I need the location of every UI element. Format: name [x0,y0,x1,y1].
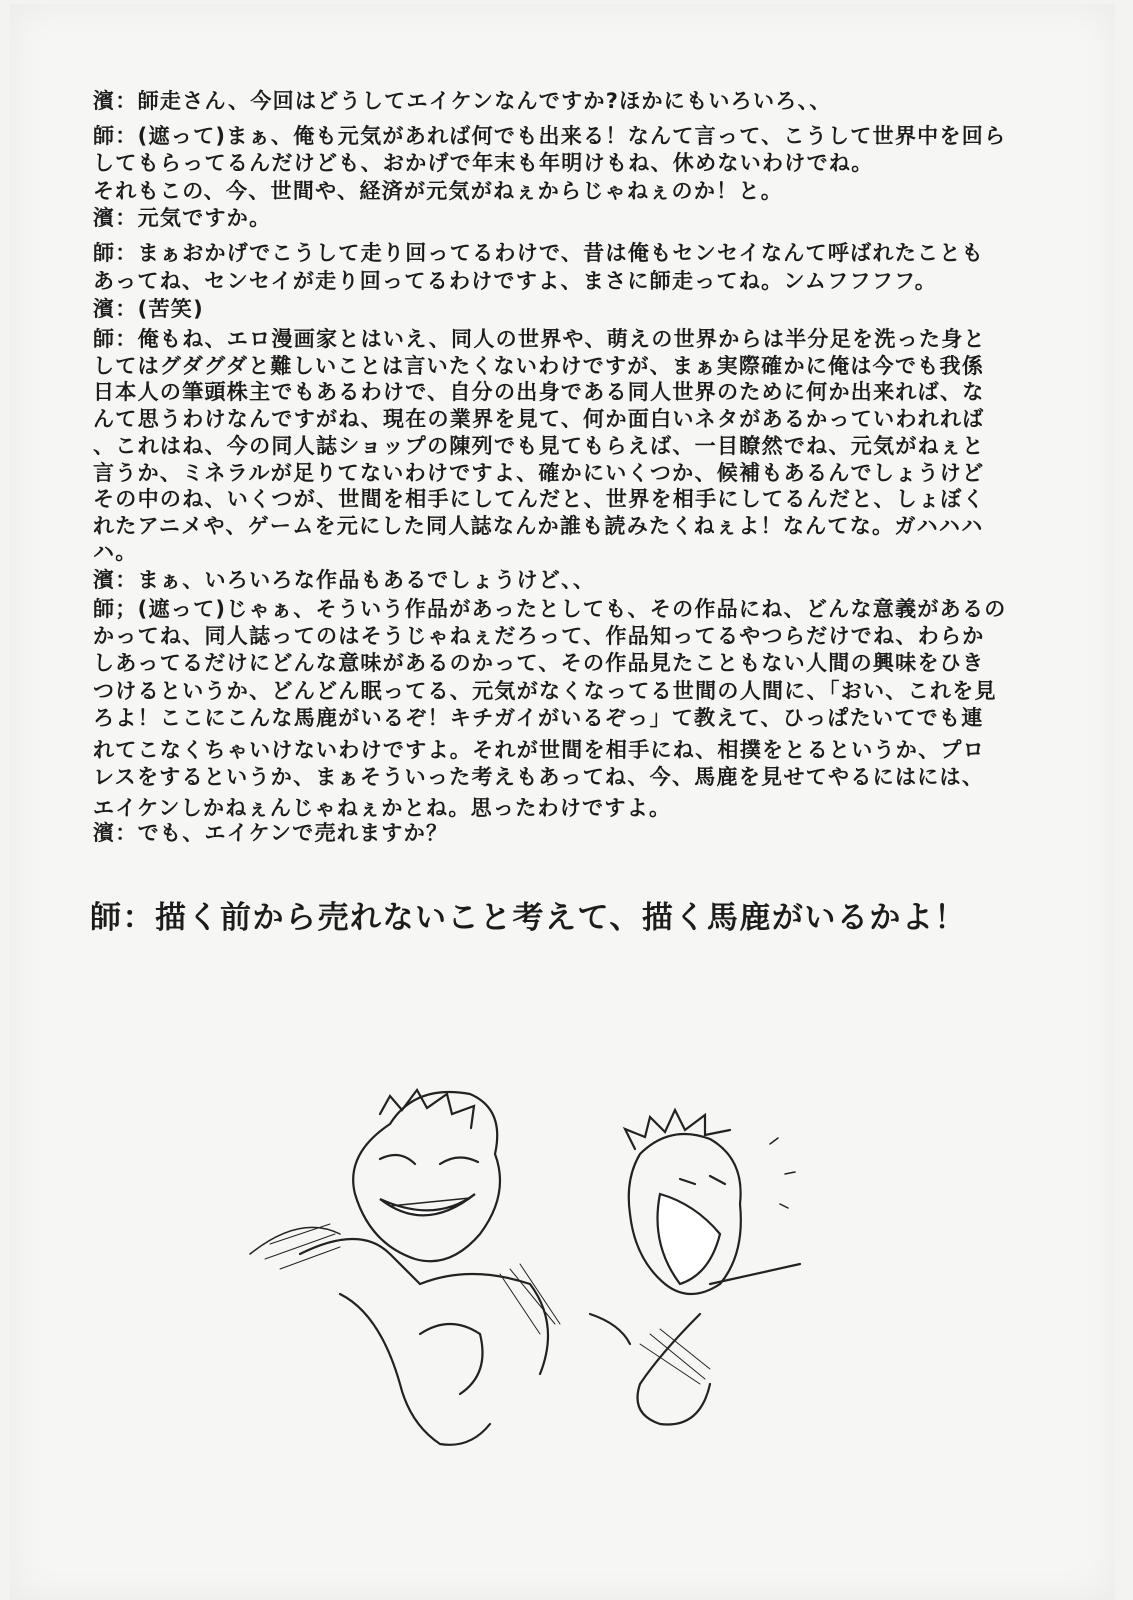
dialogue-line: れたアニメや、ゲームを元にした同人誌なんか誰も読みたくねぇよ！なんてな。ガハハハ [93,514,984,538]
dialogue-line: んて思うわけなんですがね、現在の業界を見て、何か面白いネタがあるかっていわれれば [93,407,985,431]
dialogue-line: 濱：師走さん、今回はどうしてエイケンなんですか?ほかにもいろいろ、、 [93,89,832,113]
dialogue-line: 師：俺もね、エロ漫画家とはいえ、同人の世界や、萌えの世界からは半分足を洗った身と [93,327,986,351]
dialogue-line: それもこの、今、世間や、経済が元気がねぇからじゃねぇのか！と。 [93,179,784,203]
document-page [10,4,1115,1600]
dialogue-line: 師：まぁおかげでこうして走り回ってるわけで、昔は俺もセンセイなんて呼ばれたことも [93,241,984,265]
dialogue-line: エイケンしかねぇんじゃねぇかとね。思ったわけですよ。 [93,796,672,820]
dialogue-line: 言うか、ミネラルが足りてないわけですよ、確かにいくつか、候補もあるんでしょうけど [93,461,985,485]
dialogue-line: れてこなくちゃいけないわけですよ。それが世間を相手にね、相撲をとるというか、プロ [93,738,985,762]
dialogue-line: してもらってるんだけども、おかげで年末も年明けもね、休めないわけでね。 [93,151,874,175]
dialogue-line: 濱：まぁ、いろいろな作品もあるでしょうけど、、 [93,568,596,592]
dialogue-line: ろよ！ここにこんな馬鹿がいるぞ！キチガイがいるぞっ」て教えて、ひっぱたいてでも連 [93,706,984,730]
dialogue-line: かってね、同人誌ってのはそうじゃねぇだろって、作品知ってるやつらだけでね、わらか [93,624,985,648]
dialogue-line: レスをするというか、まぁそういった考えもあってね、今、馬鹿を見せてやるにはには、 [93,765,985,789]
dialogue-line: しあってるだけにどんな意味があるのかって、その作品見たこともない人間の興味をひき [93,651,985,675]
dialogue-line: ハ。 [93,540,138,564]
small-man-figure [590,1110,800,1425]
closing-line: 師：描く前から売れないこと考えて、描く馬鹿がいるかよ！ [90,900,967,936]
dialogue-line: 師；(遮って)じゃぁ、そういう作品があったとしても、その作品にね、どんな意義があるの [93,597,1007,621]
dialogue-line: 、これはね、今の同人誌ショップの陳列でも見てもらえば、一目瞭然でね、元気がねぇと [93,434,985,458]
dialogue-line: 日本人の筆頭株主でもあるわけで、自分の出身である同人世界のために何か出来れば、な [93,380,985,404]
dialogue-line: 濱：元気ですか。 [93,206,272,230]
dialogue-line: してはグダグダと難しいことは言いたくないわけですが、まぁ実際確かに俺は今でも我係 [93,354,985,378]
dialogue-line: あってね、センセイが走り回ってるわけですよ、まさに師走ってね。ンムフフフフ。 [93,269,938,293]
dialogue-line: つけるというか、どんどん眠ってる、元気がなくなってる世間の人間に、「おい、これを見 [93,679,997,703]
dialogue-line: 師：(遮って)まぁ、俺も元気があれば何でも出来る！なんて言って、こうして世界中を回ら [93,124,1007,148]
dialogue-line: 濱：でも、エイケンで売れますか？ [93,821,449,845]
sketch-illustration [240,1084,840,1464]
large-man-figure [250,1090,560,1445]
dialogue-line: その中のね、いくつが、世間を相手にしてんだと、世界を相手にしてるんだと、しょぼく [93,487,985,511]
dialogue-line: 濱：(苦笑) [93,297,204,321]
